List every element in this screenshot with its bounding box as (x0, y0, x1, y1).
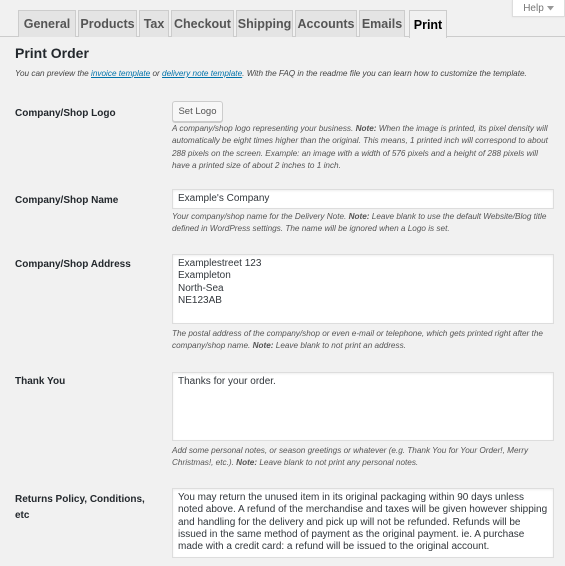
page-title: Print Order (15, 45, 89, 61)
tab-products[interactable]: Products (78, 10, 137, 37)
tab-checkout[interactable]: Checkout (171, 10, 234, 37)
tab-general[interactable]: General (18, 10, 76, 37)
set-logo-button[interactable]: Set Logo (172, 101, 223, 122)
company-name-input[interactable]: Example's Company (172, 189, 554, 209)
address-label: Company/Shop Address (15, 259, 131, 270)
tab-shipping[interactable]: Shipping (236, 10, 293, 37)
delivery-note-template-link[interactable]: delivery note template (162, 69, 243, 78)
policy-label: Returns Policy, Conditions, etc (15, 494, 145, 521)
help-tab[interactable] (512, 0, 565, 17)
name-description: Your company/shop name for the Delivery Note. Note: Leave blank to use the default Website/Blog title defined in WordPress settings. The name will be ignored when a Logo is set. (172, 212, 547, 234)
thank-you-description: Add some personal notes, or season greetings or whatever (e.g. Thank You for Your Order!, Merry Christmas!, etc.). Note: Leave blank to not print any personal notes. (172, 446, 529, 468)
intro-text: You can preview the invoice template or delivery note template. With the FAQ in the readme file you can learn how to customize the template. (15, 69, 527, 78)
chevron-down-icon (547, 6, 554, 11)
tab-tax[interactable]: Tax (139, 10, 169, 37)
logo-label: Company/Shop Logo (15, 108, 116, 119)
address-description: The postal address of the company/shop or even e-mail or telephone, which gets printed right after the company/shop name. Note: Leave blank to not print an address. (172, 329, 543, 351)
logo-description: A company/shop logo representing your business. Note: When the image is printed, its pixel density will automatically be eight times higher than the original. This means, 1 printed inch will correspond to about 288 pixels on the screen. Example: an image with a width of 576 pixels and a height of 288 pixels will have a printed size of about 2 inches to 1 inch. (172, 124, 548, 170)
thank-you-label: Thank You (15, 376, 66, 387)
tab-emails[interactable]: Emails (359, 10, 405, 37)
company-address-textarea[interactable]: Examplestreet 123 Exampleton North-Sea NE123AB (172, 254, 554, 324)
name-label: Company/Shop Name (15, 195, 119, 206)
help-label: Help (523, 2, 544, 14)
settings-tab-bar (0, 0, 565, 37)
policy-textarea[interactable]: You may return the unused item in its original packaging within 90 days unless noted above. A refund of the merchandise and taxes will be given however shipping and handling for the delivery and pick up will not be refunded. Refunds will be issued in the same method of payment as the original payment. ie. A purchase made with a credit card: a refund will be issued to the original account. (172, 488, 554, 558)
tab-accounts[interactable]: Accounts (295, 10, 357, 37)
thank-you-textarea[interactable]: Thanks for your order. (172, 372, 554, 441)
tab-print[interactable]: Print (409, 10, 447, 38)
invoice-template-link[interactable]: invoice template (91, 69, 151, 78)
